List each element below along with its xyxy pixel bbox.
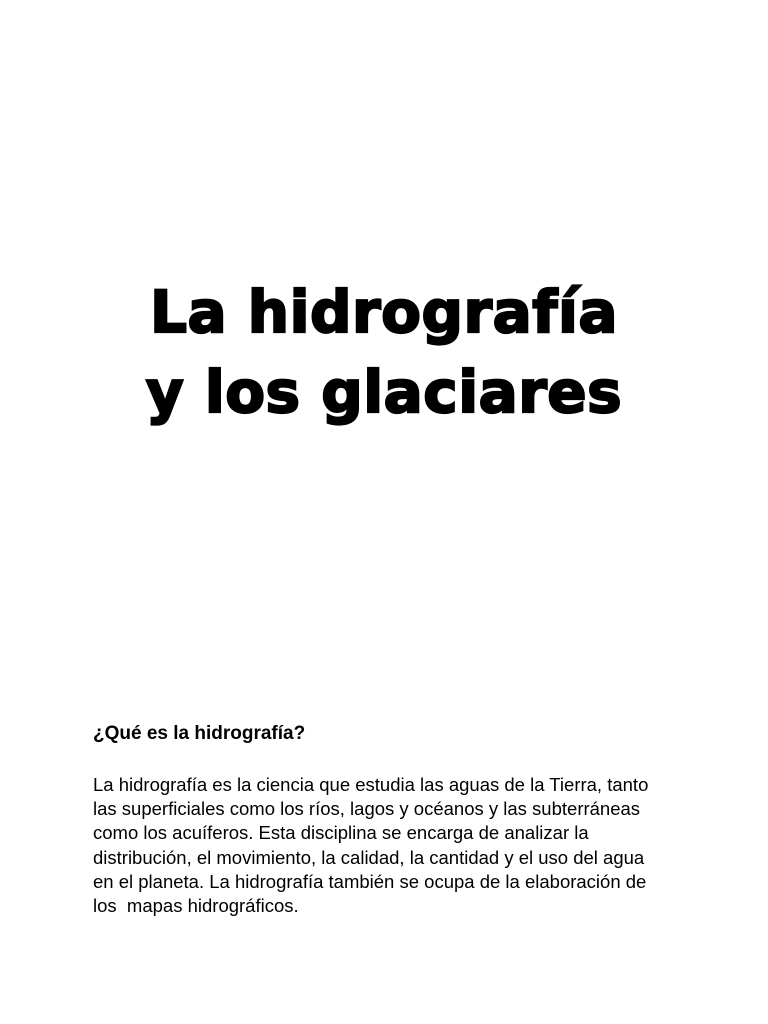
- title-line-2: y los glaciares: [145, 358, 623, 426]
- section-heading: ¿Qué es la hidrografía?: [93, 723, 306, 744]
- paragraph-line: distribución, el movimiento, la calidad, la cantidad y el uso del agua: [93, 846, 645, 868]
- paragraph-line: en el planeta. La hidrografía también se ocupa de la elaboración de: [93, 870, 647, 892]
- paragraph-line: las superficiales como los ríos, lagos y océanos y las subterráneas: [93, 798, 641, 820]
- title-line-1: La hidrografía: [150, 278, 618, 346]
- paragraph-line: La hidrografía es la ciencia que estudia las aguas de la Tierra, tanto: [93, 774, 649, 795]
- body-paragraph: [93, 773, 733, 918]
- document-title: [0, 272, 768, 432]
- paragraph-line: como los acuíferos. Esta disciplina se encarga de analizar la: [93, 822, 589, 844]
- paragraph-line: los mapas hidrográficos.: [93, 895, 299, 917]
